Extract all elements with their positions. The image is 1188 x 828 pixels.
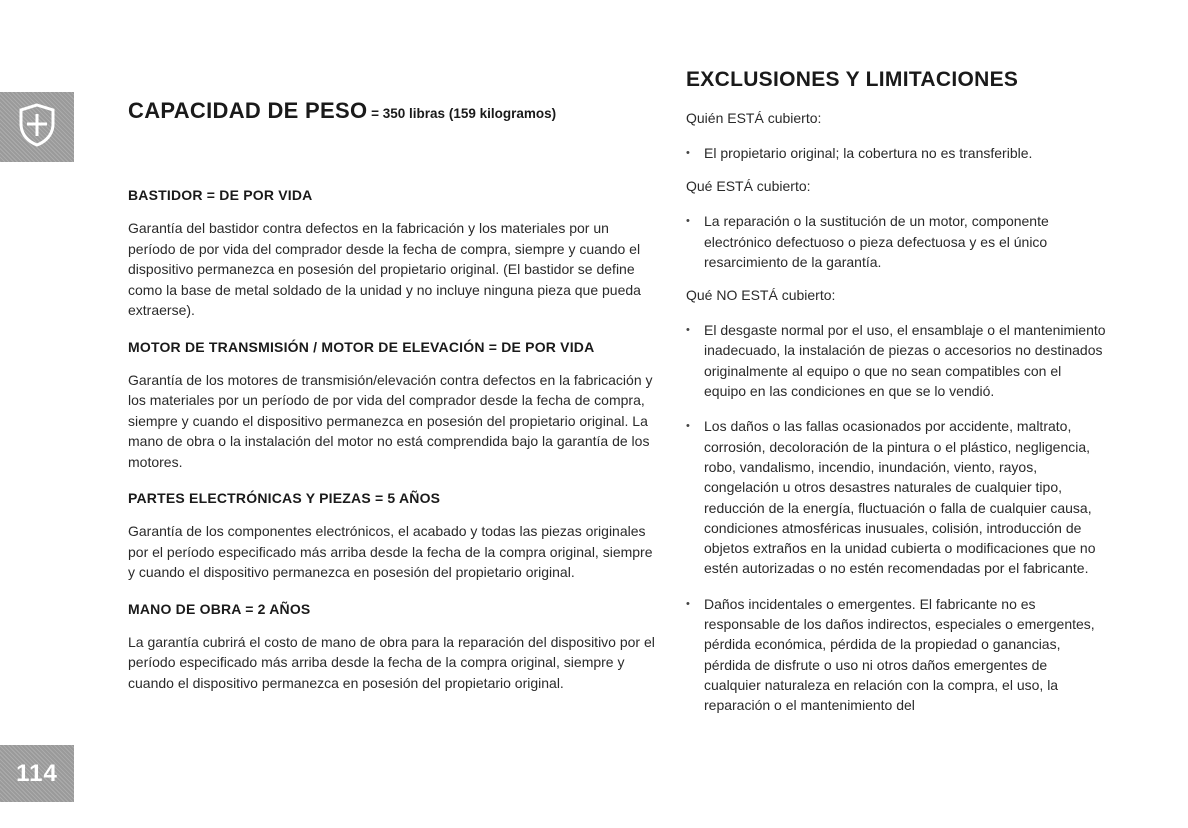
weight-capacity-title <box>128 98 658 124</box>
weight-capacity-value: = 350 libras (159 kilogramos) <box>367 106 557 121</box>
section-heading: MANO DE OBRA = 2 AÑOS <box>128 600 311 617</box>
not-covered-label: Qué NO ESTÁ cubierto: <box>686 287 836 304</box>
left-column <box>128 98 658 711</box>
section-heading: MOTOR DE TRANSMISIÓN / MOTOR DE ELEVACIÓN = DE POR VIDA <box>128 338 595 355</box>
warranty-sections <box>128 187 658 693</box>
section-heading: PARTES ELECTRÓNICAS Y PIEZAS = 5 AÑOS <box>128 490 441 506</box>
section-body: Garantía de los componentes electrónicos, el acabado y todas las piezas originales por el período especificado más arriba desde la fecha de la compra original, siempre y cuando el dispositivo permanezca en posesión del propietario original. <box>128 523 653 580</box>
who-covered-label: Quién ESTÁ cubierto: <box>686 110 822 126</box>
list-item: • Los daños o las fallas ocasionados por accidente, maltrato, corrosión, decoloración de la pintura o el plástico, negligencia, robo, vandalismo, incendio, inundación, viento, rayos, congelación u otros desastres naturales de cualquier tipo, reducción de la energía, fluctuación o falla de cualquier causa, condiciones atmosféricas inusuales, colisión, introducción de objetos extraños en la unidad cubierta o modificaciones que no estén autorizadas o no estén recomendadas por el fabricante. <box>686 416 1106 578</box>
shield-cross-icon <box>17 102 57 153</box>
list-item: • El propietario original; la cobertura no es transferible. <box>686 143 1106 163</box>
what-covered-list <box>686 211 1106 272</box>
list-item: • El desgaste normal por el uso, el ensamblaje o el mantenimiento inadecuado, la instalación de piezas o accesorios no destinados originalmente al equipo o que no sean compatibles con el equipo en las condiciones en que se lo vendió. <box>686 320 1106 401</box>
not-covered-list <box>686 320 1106 715</box>
exclusions-title: EXCLUSIONES Y LIMITACIONES <box>686 68 1019 91</box>
section-body: La garantía cubrirá el costo de mano de obra para la reparación del dispositivo por el período especificado más arriba desde la fecha de la compra original, siempre y cuando el dispositivo permanezca en posesión del propietario original. <box>128 633 655 691</box>
section-heading: BASTIDOR = DE POR VIDA <box>128 187 313 203</box>
section-body: Garantía de los motores de transmisión/elevación contra defectos en la fabricación y los materiales por un período de por vida del comprador desde la fecha de compra, siempre y cuando el dispositivo permanezca en posesión del propietario original. La mano de obra o la instalación del motor no está comprendida bajo la garantía de los motores. <box>128 371 653 470</box>
what-covered-label: Qué ESTÁ cubierto: <box>686 178 811 195</box>
who-covered-list <box>686 143 1106 163</box>
shield-tab <box>0 92 74 162</box>
page-number: 114 <box>16 759 58 787</box>
list-item: • La reparación o la sustitución de un motor, componente electrónico defectuoso o pieza defectuosa y es el único resarcimiento de la garantía. <box>686 211 1106 272</box>
right-column <box>686 68 1106 731</box>
list-item: • Daños incidentales o emergentes. El fabricante no es responsable de los daños indirectos, especiales o emergentes, pérdida económica, pérdida de la propiedad o ganancias, pérdida de disfrute o uso ni otros daños emergentes de cualquier naturaleza en relación con la compra, el uso, la reparación o el mantenimiento del <box>686 594 1106 716</box>
weight-capacity-heading: CAPACIDAD DE PESO <box>128 98 368 123</box>
page-number-tab <box>0 745 74 802</box>
section-body: Garantía del bastidor contra defectos en la fabricación y los materiales por un período de por vida del comprador desde la fecha de compra, siempre y cuando el dispositivo permanezca en posesión del propietario original. (El bastidor se define como la base de metal soldado de la unidad y no incluye ninguna pieza que pueda extraerse). <box>128 220 641 318</box>
